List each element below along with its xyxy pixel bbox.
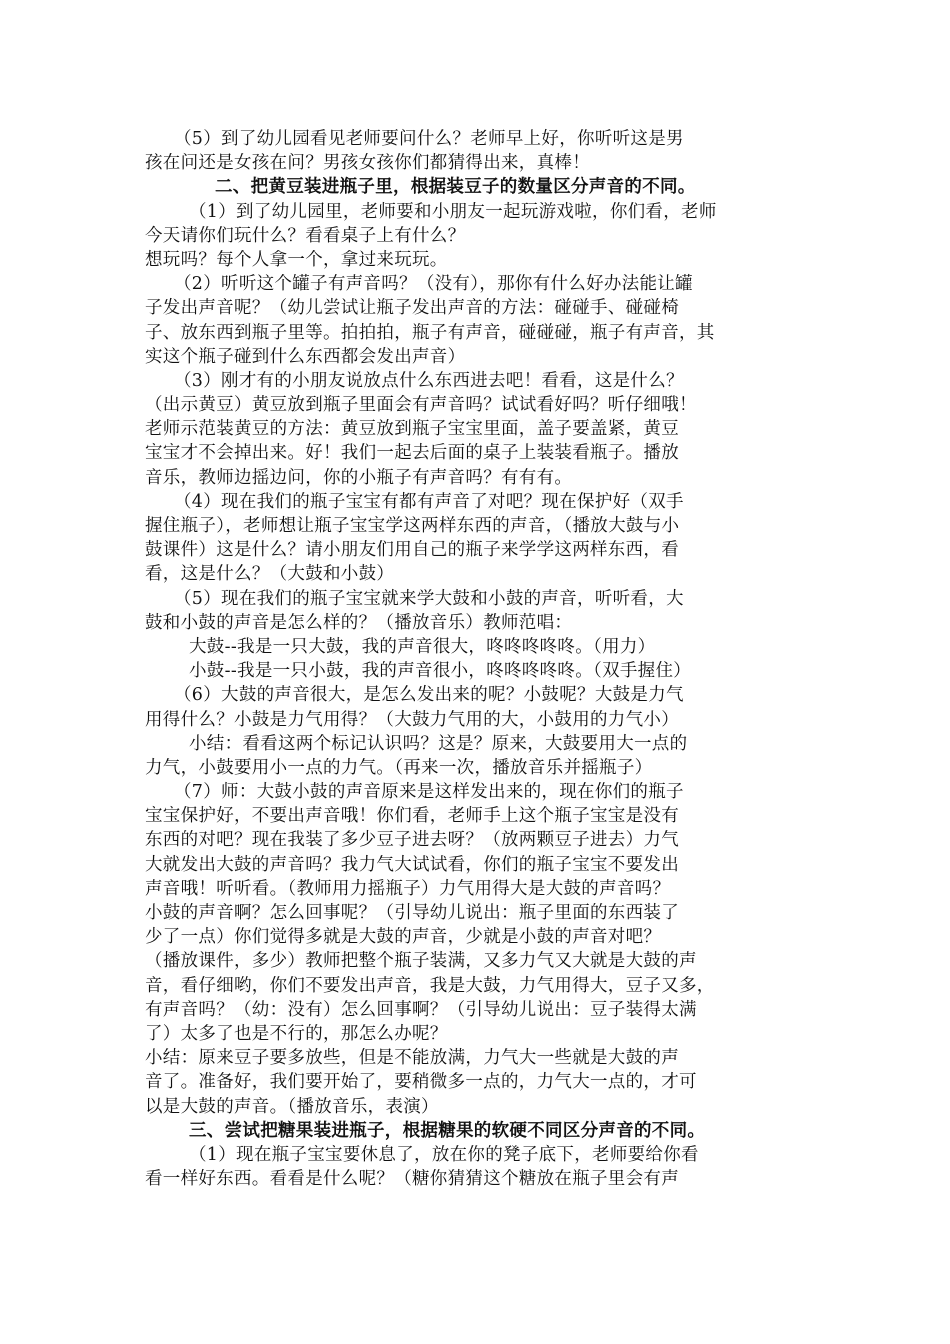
paragraph-line: 握住瓶子），老师想让瓶子宝宝学这两样东西的声音，（播放大鼓与小 [145, 516, 680, 536]
paragraph-line: 大鼓--我是一只大鼓，我的声音很大，咚咚咚咚咚。（用力） [189, 636, 656, 657]
paragraph-line: 鼓和小鼓的声音是怎么样的？（播放音乐）教师范唱： [145, 612, 573, 633]
paragraph-line: （播放课件，多少）教师把整个瓶子装满，又多力气又大就是大鼓的声 [145, 951, 697, 972]
paragraph-line: 音，看仔细哟，你们不要发出声音，我是大鼓，力气用得大，豆子又多， [145, 975, 715, 996]
paragraph-line: 少了一点）你们觉得多就是大鼓的声音，少就是小鼓的声音对吧？ [145, 927, 662, 948]
paragraph-line: 宝宝保护好，不要出声音哦！你们看，老师手上这个瓶子宝宝是没有 [145, 806, 679, 827]
paragraph-line: 今天请你们玩什么？看看桌子上有什么？ [145, 225, 466, 246]
paragraph-line: （7）师：大鼓小鼓的声音原来是这样发出来的，现在你们的瓶子 [174, 782, 684, 803]
paragraph-line: （1）现在瓶子宝宝要休息了，放在你的凳子底下，老师要给你看 [189, 1144, 699, 1165]
paragraph-line: 宝宝才不会掉出来。好！我们一起去后面的桌子上装装看瓶子。播放 [145, 443, 679, 464]
paragraph-line: （4）现在我们的瓶子宝宝有都有声音了对吧？现在保护好（双手 [174, 491, 684, 512]
paragraph-line: 小鼓--我是一只小鼓，我的声音很小，咚咚咚咚咚。（双手握住） [189, 661, 692, 682]
paragraph-line: 声音哦！听听看。（教师用力摇瓶子）力气用得大是大鼓的声音吗？ [145, 878, 671, 899]
paragraph-line: 力气，小鼓要用小一点的力气。（再来一次，播放音乐并摇瓶子） [145, 757, 653, 778]
paragraph-line: （3）刚才有的小朋友说放点什么东西进去吧！看看，这是什么？ [174, 370, 684, 391]
paragraph-line: 大就发出大鼓的声音吗？我力气大试试看，你们的瓶子宝宝不要发出 [145, 854, 679, 875]
section-heading: 二、把黄豆装进瓶子里，根据装豆子的数量区分声音的不同。 [215, 177, 696, 198]
paragraph-line: 音了。准备好，我们要开始了，要稍微多一点的，力气大一点的，才可 [145, 1072, 697, 1093]
paragraph-line: 子发出声音呢？（幼儿尝试让瓶子发出声音的方法：碰碰手、碰碰椅 [145, 298, 679, 319]
paragraph-line: （5）现在我们的瓶子宝宝就来学大鼓和小鼓的声音，听听看，大 [174, 588, 684, 609]
paragraph-line: （1）到了幼儿园里，老师要和小朋友一起玩游戏啦，你们看，老师 [189, 201, 717, 222]
paragraph-line: 东西的对吧？现在我装了多少豆子进去呀？（放两颗豆子进去）力气 [145, 830, 679, 851]
section-heading: 三、尝试把糖果装进瓶子，根据糖果的软硬不同区分声音的不同。 [189, 1120, 706, 1141]
paragraph-line: 鼓课件）这是什么？请小朋友们用自己的瓶子来学学这两样东西，看 [145, 540, 679, 561]
paragraph-line: 以是大鼓的声音。（播放音乐，表演） [145, 1096, 439, 1117]
document-body [145, 127, 813, 1191]
paragraph-line: （6）大鼓的声音很大，是怎么发出来的呢？小鼓呢？大鼓是力气 [174, 685, 684, 706]
paragraph-line: 孩在问还是女孩在问？男孩女孩你们都猜得出来，真棒！ [145, 153, 590, 174]
paragraph-line: （2）听听这个罐子有声音吗？（没有），那你有什么好办法能让罐 [174, 274, 693, 295]
paragraph-line: 小结：原来豆子要多放些，但是不能放满，力气大一些就是大鼓的声 [145, 1048, 679, 1069]
paragraph-line: 老师示范装黄豆的方法：黄豆放到瓶子宝宝里面，盖子要盖紧，黄豆 [145, 419, 679, 440]
paragraph-line: 实这个瓶子碰到什么东西都会发出声音） [145, 346, 466, 367]
paragraph-line: 看，这是什么？（大鼓和小鼓） [145, 564, 395, 585]
paragraph-line: 小鼓的声音啊？怎么回事呢？（引导幼儿说出：瓶子里面的东西装了 [145, 903, 679, 923]
paragraph-line: 音乐，教师边摇边问，你的小瓶子有声音吗？有有有。 [145, 467, 573, 488]
paragraph-line: 用得什么？小鼓是力气用得？（大鼓力气用的大，小鼓用的力气小） [145, 709, 679, 730]
paragraph-line: 小结：看看这两个标记认识吗？这是？原来，大鼓要用大一点的 [189, 733, 688, 754]
paragraph-line: 有声音吗？（幼：没有）怎么回事啊？（引导幼儿说出：豆子装得太满 [145, 999, 697, 1020]
paragraph-line: 了）太多了也是不行的，那怎么办呢？ [145, 1023, 448, 1044]
paragraph-line: 想玩吗？每个人拿一个，拿过来玩玩。 [145, 249, 448, 270]
paragraph-line: 子、放东西到瓶子里等。拍拍拍，瓶子有声音，碰碰碰，瓶子有声音，其 [145, 322, 715, 343]
paragraph-line: （5）到了幼儿园看见老师要问什么？老师早上好，你听听这是男 [174, 129, 684, 149]
paragraph-line: （出示黄豆）黄豆放到瓶子里面会有声音吗？试试看好吗？听仔细哦！ [145, 395, 697, 416]
paragraph-line: 看一样好东西。看看是什么呢？（糖你猜猜这个糖放在瓶子里会有声 [145, 1169, 679, 1190]
